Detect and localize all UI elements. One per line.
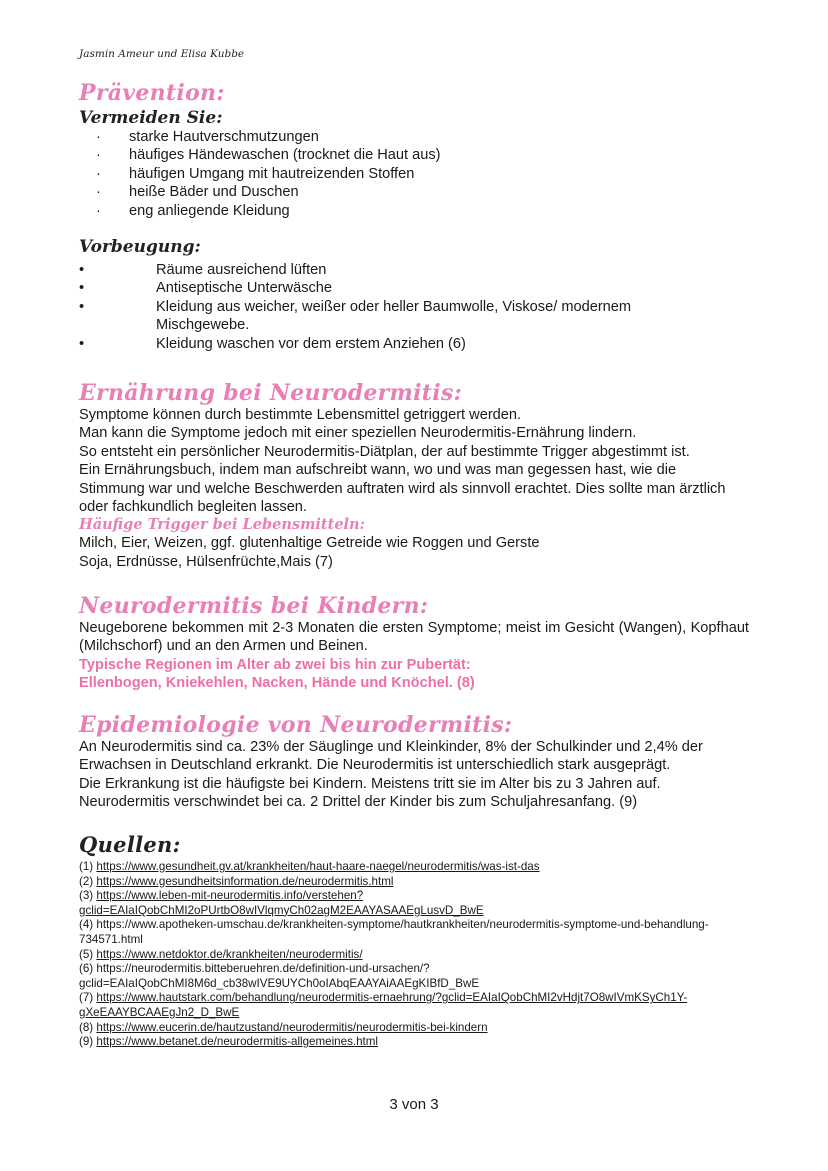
source-number: (7): [79, 991, 97, 1005]
author-header: Jasmin Ameur und Elisa Kubbe: [79, 48, 245, 60]
trigger-subtitle: Häufige Trigger bei Lebensmitteln:: [79, 516, 365, 534]
prevent-list: [79, 261, 659, 353]
source-link: https://www.apotheken-umschau.de/krankheiten-symptome/hautkrankheiten/neurodermitis-symptome-und-behandlung-734571.html: [79, 918, 709, 946]
sources-list: [79, 860, 749, 1050]
kinder-title: Neurodermitis bei Kindern:: [79, 593, 429, 619]
prevent-subtitle: Vorbeugung:: [79, 237, 201, 258]
kinder-text: Neugeborene bekommen mit 2-3 Monaten die ersten Symptome; meist im Gesicht (Wangen), Kopfhaut (Milchschorf) und an den Armen und Beinen.: [79, 620, 749, 655]
ernaehrung-paragraph: Ein Ernährungsbuch, indem man aufschreibt wann, wo und was man gegessen hast, wie die Stimmung war und welche Beschwerden auftraten wird als sinnvoll erachtet. Dies sollte man ärztlich oder fachkundlich begleiten lassen.: [79, 462, 726, 516]
ernaehrung-title: Ernährung bei Neurodermitis:: [79, 380, 463, 406]
source-number: (1): [79, 860, 97, 873]
section-quellen: [79, 832, 749, 1050]
section-praevention: [79, 80, 749, 353]
source-item: [79, 962, 749, 991]
bullet-icon: ·: [96, 165, 101, 182]
quellen-title: Quellen:: [79, 832, 181, 857]
ernaehrung-line: Man kann die Symptome jedoch mit einer speziellen Neurodermitis-Ernährung lindern.: [79, 425, 637, 442]
source-number: (4): [79, 918, 97, 932]
source-link[interactable]: https://www.gesundheitsinformation.de/neurodermitis.html: [96, 874, 394, 888]
list-item: · starke Hautverschmutzungen: [96, 129, 319, 145]
source-link: https://neurodermitis.bitteberuehren.de/definition-und-ursachen/?gclid=EAIaIQobChMI8M6d_cb38wIVE9UYCh0oIAbqEAAYAiAAEgKIBfD_BwE: [79, 962, 480, 990]
bullet-icon: •: [79, 298, 85, 315]
section-epidemiologie: [79, 712, 749, 812]
bullet-icon: •: [79, 262, 85, 279]
source-item: [79, 918, 749, 947]
source-item: [79, 948, 749, 963]
epidemiologie-line: Die Erkrankung ist die häufigste bei Kindern. Meistens tritt sie im Alter bis zu 3 Jahren auf.: [79, 775, 661, 792]
bullet-icon: ·: [96, 129, 101, 145]
source-number: (3): [79, 889, 97, 903]
trigger-line: Milch, Eier, Weizen, ggf. glutenhaltige Getreide wie Roggen und Gerste: [79, 535, 540, 552]
ernaehrung-line: So entsteht ein persönlicher Neurodermitis-Diätplan, der auf bestimmte Trigger abgestimmt ist.: [79, 443, 690, 460]
praevention-title: Prävention:: [79, 80, 225, 106]
source-link[interactable]: https://www.netdoktor.de/krankheiten/neurodermitis/: [96, 947, 363, 961]
source-number: (6): [79, 962, 97, 976]
list-item: · häufiges Händewaschen (trocknet die Haut aus): [96, 147, 441, 164]
bullet-icon: ·: [96, 184, 101, 201]
bullet-icon: •: [79, 280, 85, 297]
source-item: [79, 875, 749, 890]
section-kinder: [79, 593, 749, 693]
source-link[interactable]: https://www.gesundheit.gv.at/krankheiten/haut-haare-naegel/neurodermitis/was-ist-das: [96, 860, 540, 873]
page-number: 3 von 3: [389, 1096, 439, 1113]
list-item: · häufigen Umgang mit hautreizenden Stoffen: [96, 165, 415, 182]
epidemiologie-paragraph: An Neurodermitis sind ca. 23% der Säuglinge und Kleinkinder, 8% der Schulkinder und 2,4% der Erwachsen in Deutschland erkrankt. Die Neurodermitis ist unterschiedlich stark ausgeprägt.: [79, 739, 703, 774]
bullet-icon: •: [79, 335, 85, 352]
source-link[interactable]: https://www.leben-mit-neurodermitis.info/verstehen?gclid=EAIaIQobChMI2oPUrtbO8wIVlqmyCh02agM2EAAYASAAEgLusvD_BwE: [79, 889, 484, 917]
epidemiologie-line: Neurodermitis verschwindet bei ca. 2 Drittel der Kinder bis zum Schuljahresanfang. (9): [79, 794, 638, 811]
bullet-icon: ·: [96, 202, 101, 219]
list-item: • Räume ausreichend lüften: [79, 262, 327, 279]
list-item: • Kleidung waschen vor dem erstem Anziehen (6): [79, 335, 466, 352]
list-item: · heiße Bäder und Duschen: [96, 184, 299, 201]
source-link[interactable]: https://www.hautstark.com/behandlung/neurodermitis-ernaehrung/?gclid=EAIaIQobChMI2vHdjt7O8wIVmKSyCh1Y-gXeEAAYBCAAEgJn2_D_BwE: [79, 991, 688, 1019]
source-item: [79, 991, 749, 1020]
kinder-highlight: Typische Regionen im Alter ab zwei bis hin zur Pubertät:: [79, 656, 471, 673]
ernaehrung-line: Symptome können durch bestimmte Lebensmittel getriggert werden.: [79, 407, 522, 423]
source-link[interactable]: https://www.betanet.de/neurodermitis-allgemeines.html: [96, 1035, 378, 1049]
trigger-line: Soja, Erdnüsse, Hülsenfrüchte,Mais (7): [79, 553, 333, 570]
source-number: (2): [79, 874, 97, 888]
source-item: [79, 1021, 749, 1036]
source-number: (9): [79, 1035, 97, 1049]
source-item: [79, 1035, 749, 1050]
source-item: [79, 860, 749, 875]
source-item: [79, 889, 749, 918]
source-number: (8): [79, 1020, 97, 1034]
section-ernaehrung: [79, 380, 749, 571]
avoid-subtitle: Vermeiden Sie:: [79, 108, 223, 128]
epidemiologie-title: Epidemiologie von Neurodermitis:: [79, 712, 513, 738]
bullet-icon: ·: [96, 147, 101, 164]
list-item: · eng anliegende Kleidung: [96, 202, 290, 219]
avoid-list: [79, 128, 749, 220]
source-number: (5): [79, 947, 97, 961]
list-item: • Kleidung aus weicher, weißer oder heller Baumwolle, Viskose/ modernem Mischgewebe.: [79, 298, 632, 334]
kinder-highlight: Ellenbogen, Kniekehlen, Nacken, Hände und Knöchel. (8): [79, 675, 475, 692]
list-item: • Antiseptische Unterwäsche: [79, 280, 333, 297]
source-link[interactable]: https://www.eucerin.de/hautzustand/neurodermitis/neurodermitis-bei-kindern: [96, 1020, 488, 1034]
